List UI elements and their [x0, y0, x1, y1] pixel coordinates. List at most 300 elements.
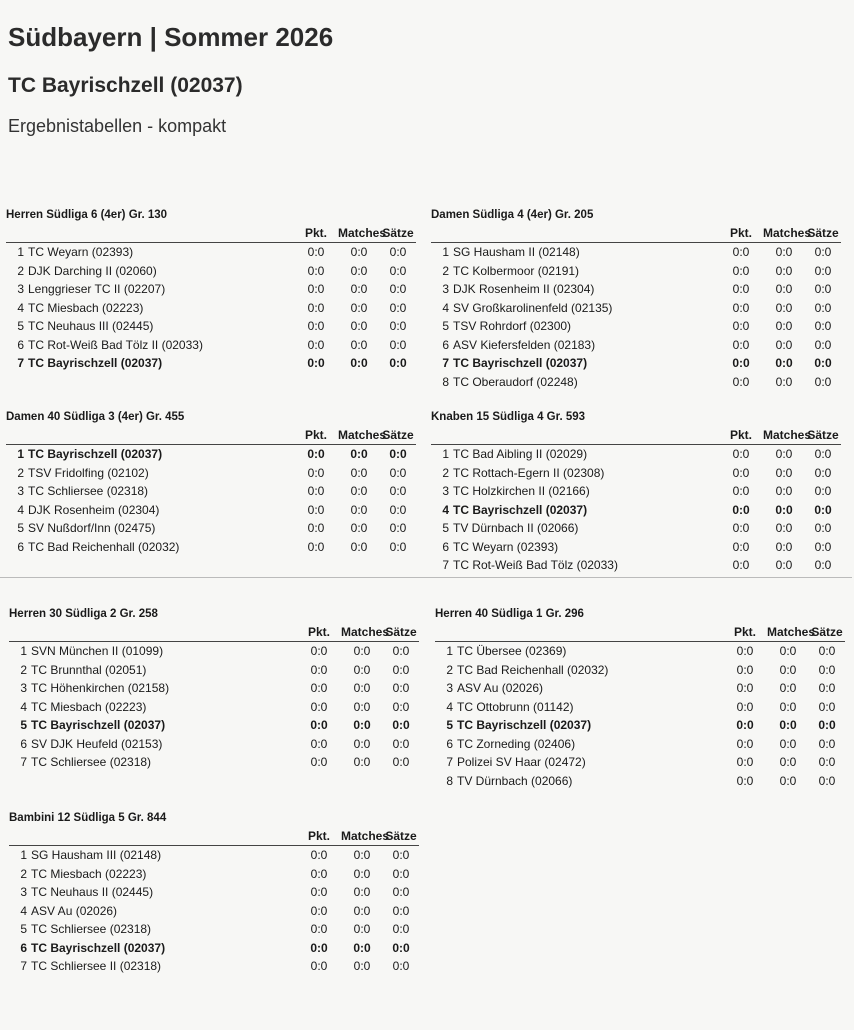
team-name: TV Dürnbach (02066)	[457, 773, 573, 788]
points: 0:0	[310, 644, 328, 659]
points: 0:0	[310, 699, 328, 714]
sets: 0:0	[392, 718, 410, 733]
team-header	[31, 623, 297, 642]
team-name: SVN München II (01099)	[31, 644, 164, 659]
table-row	[9, 735, 419, 754]
points: 0:0	[736, 662, 754, 677]
sets: 0:0	[392, 903, 410, 918]
points: 0:0	[310, 903, 328, 918]
table-row	[431, 317, 841, 336]
matches: 0:0	[779, 718, 797, 733]
table-row	[9, 753, 419, 772]
table-row	[435, 679, 845, 698]
matches: 0:0	[350, 319, 368, 334]
table-row	[431, 445, 841, 464]
team-name: TC Brunnthal (02051)	[31, 662, 147, 677]
team-name: TC Höhenkirchen (02158)	[31, 681, 170, 696]
rank: 4	[20, 699, 27, 714]
matches: 0:0	[775, 337, 793, 352]
table-row	[431, 280, 841, 299]
matches: 0:0	[353, 662, 371, 677]
rank: 3	[442, 484, 449, 499]
group-title: Herren Südliga 6 (4er) Gr. 130	[6, 209, 168, 221]
group-table	[9, 809, 419, 976]
sets: 0:0	[818, 681, 836, 696]
team-name: TC Bad Aibling II (02029)	[453, 447, 588, 462]
matches: 0:0	[350, 502, 368, 517]
points: 0:0	[307, 263, 325, 278]
team-name: TC Miesbach (02223)	[31, 866, 147, 881]
group-table	[431, 206, 841, 391]
matches: 0:0	[350, 521, 368, 536]
sets: 0:0	[392, 866, 410, 881]
rank: 7	[442, 558, 449, 573]
matches-header: Matches	[767, 625, 816, 639]
group-title: Herren 40 Südliga 1 Gr. 296	[435, 608, 584, 620]
table-row	[9, 661, 419, 680]
sets: 0:0	[392, 885, 410, 900]
table-row	[431, 556, 841, 575]
sets: 0:0	[389, 484, 407, 499]
rank: 6	[17, 539, 24, 554]
team-name: TC Schliersee II (02318)	[31, 959, 162, 974]
points: 0:0	[310, 922, 328, 937]
table-row	[9, 957, 419, 976]
sets: 0:0	[814, 502, 832, 517]
pos-header	[9, 827, 31, 846]
table-header-row	[6, 426, 416, 445]
rank: 2	[442, 465, 449, 480]
points: 0:0	[732, 337, 750, 352]
table-row	[431, 299, 841, 318]
sets: 0:0	[814, 282, 832, 297]
team-name: DJK Rosenheim II (02304)	[453, 282, 595, 297]
matches: 0:0	[353, 959, 371, 974]
rank: 3	[17, 282, 24, 297]
pos-header	[431, 426, 453, 445]
team-name: SV Großkarolinenfeld (02135)	[453, 300, 613, 315]
points: 0:0	[310, 885, 328, 900]
rank: 4	[446, 699, 453, 714]
points: 0:0	[736, 736, 754, 751]
team-name: TC Oberaudorf (02248)	[453, 374, 578, 389]
rank: 2	[17, 465, 24, 480]
sets: 0:0	[814, 337, 832, 352]
rank: 3	[17, 484, 24, 499]
matches: 0:0	[775, 245, 793, 260]
points: 0:0	[732, 282, 750, 297]
sets: 0:0	[392, 959, 410, 974]
table-header-row	[431, 426, 841, 445]
points: 0:0	[307, 337, 325, 352]
matches: 0:0	[779, 773, 797, 788]
rank: 3	[442, 282, 449, 297]
pkt-header: Pkt.	[733, 625, 756, 639]
points: 0:0	[732, 447, 750, 462]
group-title: Damen 40 Südliga 3 (4er) Gr. 455	[6, 411, 185, 423]
points: 0:0	[307, 502, 325, 517]
table-row	[9, 939, 419, 958]
sets: 0:0	[389, 447, 407, 462]
table-row	[435, 735, 845, 754]
team-header	[453, 426, 719, 445]
matches: 0:0	[775, 300, 793, 315]
matches: 0:0	[775, 539, 793, 554]
matches: 0:0	[775, 558, 793, 573]
table-row	[435, 753, 845, 772]
team-name: TC Weyarn (02393)	[453, 539, 559, 554]
matches: 0:0	[775, 374, 793, 389]
team-name: TC Schliersee (02318)	[28, 484, 149, 499]
matches: 0:0	[350, 245, 368, 260]
rank: 7	[442, 356, 449, 371]
matches: 0:0	[350, 282, 368, 297]
table-row	[435, 661, 845, 680]
table-row	[9, 865, 419, 884]
rank: 4	[442, 502, 449, 517]
team-name: TC Zorneding (02406)	[457, 736, 576, 751]
points: 0:0	[732, 245, 750, 260]
team-header	[31, 827, 297, 846]
matches: 0:0	[353, 755, 371, 770]
rank: 6	[446, 736, 453, 751]
sets: 0:0	[814, 558, 832, 573]
table-row	[435, 716, 845, 735]
team-name: TC Bayrischzell (02037)	[31, 940, 166, 955]
sets: 0:0	[389, 245, 407, 260]
saetze-header: Sätze	[385, 625, 417, 639]
sets: 0:0	[818, 699, 836, 714]
group-title: Knaben 15 Südliga 4 Gr. 593	[431, 411, 586, 423]
points: 0:0	[307, 245, 325, 260]
table-row	[431, 538, 841, 557]
table-row	[9, 698, 419, 717]
saetze-header: Sätze	[807, 428, 839, 442]
team-header	[28, 426, 294, 445]
sets: 0:0	[814, 245, 832, 260]
group-table	[6, 206, 416, 373]
matches: 0:0	[350, 263, 368, 278]
table-row	[431, 243, 841, 262]
sets: 0:0	[389, 539, 407, 554]
points: 0:0	[307, 484, 325, 499]
matches: 0:0	[350, 447, 368, 462]
team-name: DJK Darching II (02060)	[28, 263, 157, 278]
points: 0:0	[736, 699, 754, 714]
sets: 0:0	[814, 374, 832, 389]
group-table	[9, 605, 419, 772]
matches: 0:0	[775, 447, 793, 462]
sets: 0:0	[818, 736, 836, 751]
matches: 0:0	[353, 922, 371, 937]
team-name: Lenggrieser TC II (02207)	[28, 282, 166, 297]
sets: 0:0	[389, 521, 407, 536]
sets: 0:0	[389, 282, 407, 297]
sets: 0:0	[389, 263, 407, 278]
team-name: TC Neuhaus III (02445)	[28, 319, 154, 334]
sets: 0:0	[392, 940, 410, 955]
sets: 0:0	[814, 263, 832, 278]
points: 0:0	[310, 755, 328, 770]
matches: 0:0	[775, 502, 793, 517]
table-row	[6, 538, 416, 557]
sets: 0:0	[392, 755, 410, 770]
table-row	[9, 846, 419, 865]
sets: 0:0	[389, 319, 407, 334]
table-row	[431, 336, 841, 355]
sets: 0:0	[392, 662, 410, 677]
points: 0:0	[732, 558, 750, 573]
table-row	[6, 243, 416, 262]
rank: 1	[442, 447, 449, 462]
matches: 0:0	[779, 755, 797, 770]
saetze-header: Sätze	[807, 226, 839, 240]
sets: 0:0	[818, 718, 836, 733]
table-row	[6, 262, 416, 281]
matches: 0:0	[353, 718, 371, 733]
table-row	[431, 464, 841, 483]
table-row	[6, 464, 416, 483]
table-row	[431, 519, 841, 538]
table-row	[6, 501, 416, 520]
rank: 6	[17, 337, 24, 352]
matches: 0:0	[353, 866, 371, 881]
team-name: TC Schliersee (02318)	[31, 922, 152, 937]
points: 0:0	[732, 502, 750, 517]
table-row	[6, 519, 416, 538]
points: 0:0	[732, 374, 750, 389]
saetze-header: Sätze	[385, 829, 417, 843]
rank: 8	[442, 374, 449, 389]
matches: 0:0	[353, 848, 371, 863]
section-divider	[0, 577, 852, 578]
rank: 1	[17, 245, 24, 260]
rank: 2	[20, 866, 27, 881]
sets: 0:0	[389, 502, 407, 517]
matches-header: Matches	[338, 428, 387, 442]
pos-header	[9, 623, 31, 642]
table-row	[431, 482, 841, 501]
pkt-header: Pkt.	[729, 226, 752, 240]
group-table	[435, 605, 845, 790]
table-header-row	[9, 623, 419, 642]
table-row	[6, 354, 416, 373]
rank: 1	[446, 644, 453, 659]
points: 0:0	[736, 681, 754, 696]
points: 0:0	[310, 736, 328, 751]
table-row	[6, 445, 416, 464]
matches-header: Matches	[763, 226, 812, 240]
club-title: TC Bayrischzell (02037)	[8, 74, 243, 97]
team-name: TC Übersee (02369)	[457, 644, 567, 659]
points: 0:0	[732, 484, 750, 499]
team-name: TC Bayrischzell (02037)	[453, 356, 588, 371]
team-name: TC Neuhaus II (02445)	[31, 885, 154, 900]
table-row	[9, 920, 419, 939]
table-header-row	[9, 827, 419, 846]
sets: 0:0	[392, 922, 410, 937]
points: 0:0	[310, 940, 328, 955]
saetze-header: Sätze	[382, 428, 414, 442]
team-name: TC Kolbermoor (02191)	[453, 263, 580, 278]
points: 0:0	[307, 356, 325, 371]
sets: 0:0	[389, 356, 407, 371]
rank: 4	[17, 502, 24, 517]
team-name: SV DJK Heufeld (02153)	[31, 736, 163, 751]
sets: 0:0	[389, 465, 407, 480]
team-name: TC Holzkirchen II (02166)	[453, 484, 590, 499]
standings-table	[431, 224, 841, 391]
matches: 0:0	[779, 681, 797, 696]
rank: 1	[442, 245, 449, 260]
team-name: DJK Rosenheim (02304)	[28, 502, 160, 517]
saetze-header: Sätze	[811, 625, 843, 639]
pkt-header: Pkt.	[307, 625, 330, 639]
rank: 7	[20, 755, 27, 770]
rank: 4	[442, 300, 449, 315]
standings-table	[9, 827, 419, 976]
pos-header	[6, 224, 28, 243]
sets: 0:0	[389, 300, 407, 315]
sets: 0:0	[814, 300, 832, 315]
team-name: TC Bad Reichenhall (02032)	[28, 539, 180, 554]
sets: 0:0	[818, 644, 836, 659]
table-row	[6, 280, 416, 299]
team-name: ASV Au (02026)	[457, 681, 544, 696]
points: 0:0	[732, 356, 750, 371]
matches: 0:0	[350, 356, 368, 371]
rank: 4	[17, 300, 24, 315]
table-row	[9, 642, 419, 661]
table-row	[431, 501, 841, 520]
standings-table	[431, 426, 841, 575]
team-name: ASV Au (02026)	[31, 903, 118, 918]
rank: 3	[446, 681, 453, 696]
team-name: TC Schliersee (02318)	[31, 755, 152, 770]
table-header-row	[431, 224, 841, 243]
points: 0:0	[736, 755, 754, 770]
matches: 0:0	[353, 681, 371, 696]
rank: 2	[446, 662, 453, 677]
matches-header: Matches	[338, 226, 387, 240]
table-row	[9, 716, 419, 735]
points: 0:0	[307, 465, 325, 480]
standings-table	[9, 623, 419, 772]
matches: 0:0	[775, 521, 793, 536]
points: 0:0	[736, 718, 754, 733]
standings-table	[6, 426, 416, 556]
team-name: TC Rottach-Egern II (02308)	[453, 465, 605, 480]
team-name: TC Miesbach (02223)	[31, 699, 147, 714]
sets: 0:0	[814, 539, 832, 554]
team-name: Polizei SV Haar (02472)	[457, 755, 586, 770]
points: 0:0	[310, 718, 328, 733]
team-name: TC Bayrischzell (02037)	[28, 356, 163, 371]
rank: 1	[17, 447, 24, 462]
matches: 0:0	[775, 263, 793, 278]
points: 0:0	[307, 447, 325, 462]
rank: 1	[20, 644, 27, 659]
team-name: TC Rot-Weiß Bad Tölz II (02033)	[28, 337, 203, 352]
team-name: TC Bayrischzell (02037)	[453, 502, 588, 517]
sets: 0:0	[392, 644, 410, 659]
team-name: TC Bayrischzell (02037)	[31, 718, 166, 733]
sets: 0:0	[814, 521, 832, 536]
points: 0:0	[732, 263, 750, 278]
rank: 1	[20, 848, 27, 863]
matches: 0:0	[775, 282, 793, 297]
points: 0:0	[307, 282, 325, 297]
pos-header	[6, 426, 28, 445]
matches: 0:0	[350, 539, 368, 554]
team-name: TC Bayrischzell (02037)	[457, 718, 592, 733]
matches: 0:0	[353, 699, 371, 714]
rank: 5	[17, 319, 24, 334]
team-name: TC Bad Reichenhall (02032)	[457, 662, 609, 677]
matches: 0:0	[350, 465, 368, 480]
team-name: TC Miesbach (02223)	[28, 300, 144, 315]
table-row	[435, 698, 845, 717]
points: 0:0	[310, 681, 328, 696]
matches-header: Matches	[763, 428, 812, 442]
page-title: Südbayern | Sommer 2026	[8, 22, 334, 52]
sets: 0:0	[392, 699, 410, 714]
points: 0:0	[310, 959, 328, 974]
points: 0:0	[732, 319, 750, 334]
table-header-row	[435, 623, 845, 642]
sets: 0:0	[389, 337, 407, 352]
pkt-header: Pkt.	[304, 428, 327, 442]
rank: 7	[446, 755, 453, 770]
rank: 5	[446, 718, 453, 733]
sets: 0:0	[814, 447, 832, 462]
pos-header	[431, 224, 453, 243]
pkt-header: Pkt.	[729, 428, 752, 442]
table-row	[9, 902, 419, 921]
table-row	[6, 336, 416, 355]
group-table	[431, 408, 841, 575]
sets: 0:0	[814, 319, 832, 334]
sets: 0:0	[392, 681, 410, 696]
matches: 0:0	[779, 736, 797, 751]
matches-header: Matches	[341, 625, 390, 639]
rank: 6	[442, 539, 449, 554]
matches: 0:0	[775, 465, 793, 480]
team-name: TC Ottobrunn (01142)	[457, 699, 574, 714]
table-row	[6, 299, 416, 318]
table-row	[431, 354, 841, 373]
rank: 7	[17, 356, 24, 371]
points: 0:0	[307, 521, 325, 536]
rank: 5	[20, 922, 27, 937]
saetze-header: Sätze	[382, 226, 414, 240]
team-name: TC Bayrischzell (02037)	[28, 447, 163, 462]
team-name: SG Hausham III (02148)	[31, 848, 162, 863]
rank: 5	[17, 521, 24, 536]
rank: 2	[442, 263, 449, 278]
matches: 0:0	[775, 484, 793, 499]
matches: 0:0	[353, 903, 371, 918]
team-header	[28, 224, 294, 243]
team-name: TV Dürnbach II (02066)	[453, 521, 579, 536]
group-table	[6, 408, 416, 556]
sets: 0:0	[814, 356, 832, 371]
team-name: TSV Rohrdorf (02300)	[453, 319, 572, 334]
rank: 2	[17, 263, 24, 278]
matches: 0:0	[353, 644, 371, 659]
points: 0:0	[310, 662, 328, 677]
table-row	[431, 373, 841, 392]
